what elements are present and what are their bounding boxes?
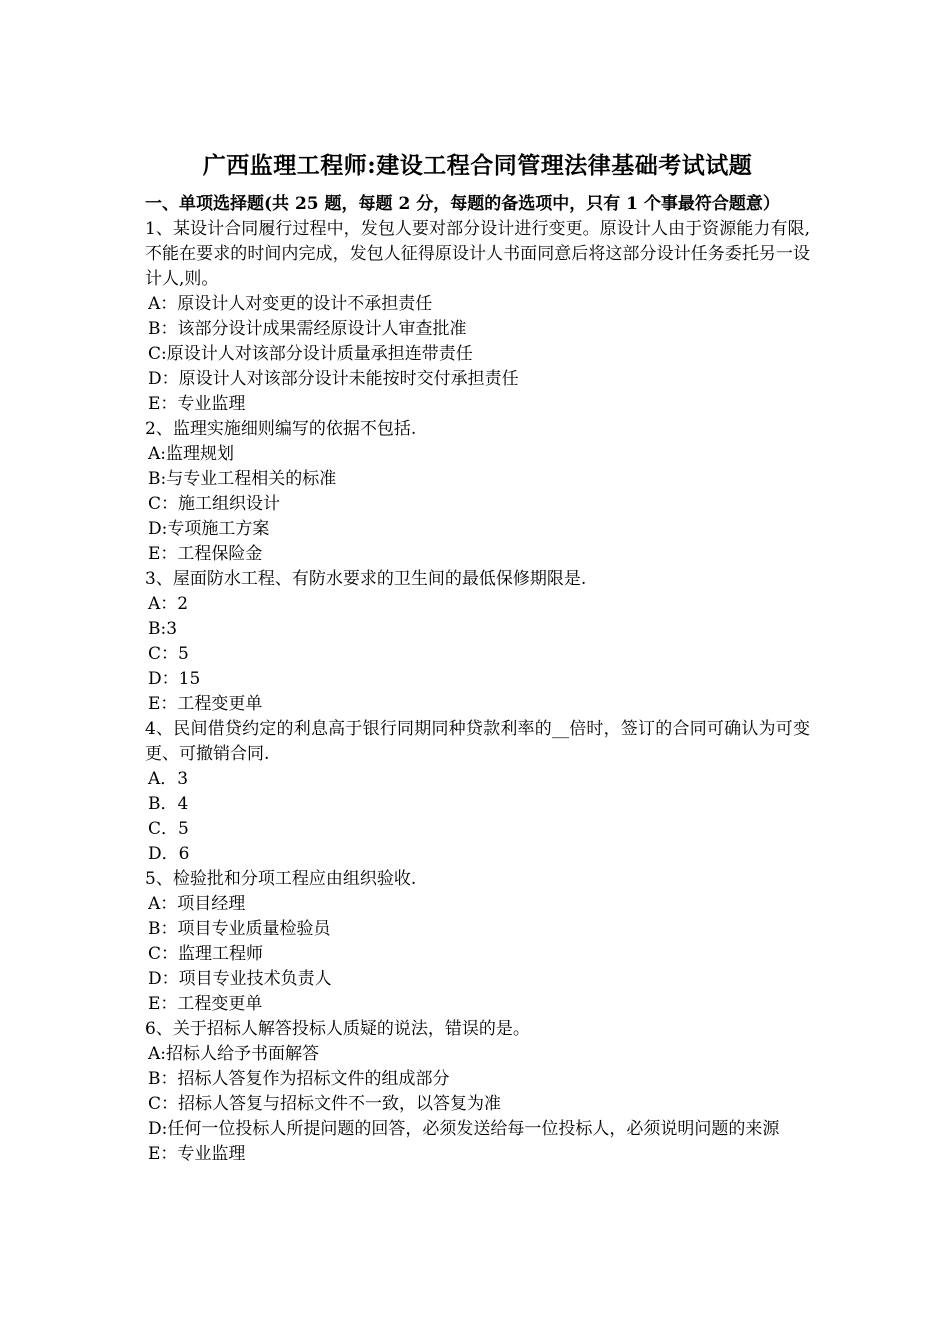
option-c: C：监理工程师 — [148, 944, 264, 964]
option-d: D．6 — [148, 844, 190, 864]
section-heading: 一、单项选择题(共 25 题，每题 2 分，每题的备选项中，只有 1 个事最符合题意） — [145, 194, 780, 214]
option-c: C:原设计人对该部分设计质量承担连带责任 — [148, 344, 473, 364]
option-e: E：工程变更单 — [148, 994, 263, 1014]
option-c: C：招标人答复与招标文件不一致，以答复为准 — [148, 1094, 502, 1114]
option-e: E：工程变更单 — [148, 694, 263, 714]
option-b: B:与专业工程相关的标准 — [148, 469, 337, 489]
option-list — [145, 767, 810, 867]
question-text: 6、关于招标人解答投标人质疑的说法，错误的是。 — [145, 1019, 530, 1039]
option-b: B:3 — [148, 619, 178, 639]
question-text: 4、民间借贷约定的利息高于银行同期同种贷款利率的__倍时，签订的合同可确认为可变更、可撤销合同. — [145, 719, 810, 764]
option-c: C．5 — [148, 819, 189, 839]
question-text: 1、某设计合同履行过程中，发包人要对部分设计进行变更。原设计人由于资源能力有限,不能在要求的时间内完成，发包人征得原设计人书面同意后将这部分设计任务委托另一设计人,则。 — [145, 219, 810, 289]
option-d: D：项目专业技术负责人 — [148, 969, 332, 989]
document-page — [145, 150, 810, 1167]
option-e: E：工程保险金 — [148, 544, 263, 564]
option-a: A．3 — [148, 769, 189, 789]
question-2 — [145, 417, 810, 567]
option-a: A：项目经理 — [148, 894, 246, 914]
document-title: 广西监理工程师:建设工程合同管理法律基础考试试题 — [202, 152, 753, 179]
option-b: B：该部分设计成果需经原设计人审查批准 — [148, 319, 467, 339]
option-a: A：2 — [148, 594, 189, 614]
option-e: E：专业监理 — [148, 1144, 246, 1164]
option-c: C：施工组织设计 — [148, 494, 281, 514]
option-d: D:专项施工方案 — [148, 519, 270, 539]
option-b: B：项目专业质量检验员 — [148, 919, 331, 939]
question-1 — [145, 217, 810, 417]
question-4 — [145, 717, 810, 867]
option-d: D:任何一位投标人所提问题的回答，必须发送给每一位投标人，必须说明问题的来源 — [148, 1119, 780, 1139]
option-list — [145, 592, 810, 717]
question-3 — [145, 567, 810, 717]
question-5 — [145, 867, 810, 1017]
option-b: B．4 — [148, 794, 189, 814]
option-list — [145, 442, 810, 567]
question-text: 5、检验批和分项工程应由组织验收. — [145, 869, 417, 889]
option-d: D：15 — [148, 669, 201, 689]
option-e: E：专业监理 — [148, 394, 246, 414]
option-a: A:招标人给予书面解答 — [148, 1044, 320, 1064]
option-list — [145, 892, 810, 1017]
question-text: 2、监理实施细则编写的依据不包括. — [145, 419, 417, 439]
option-a: A：原设计人对变更的设计不承担责任 — [148, 294, 433, 314]
question-6 — [145, 1017, 810, 1167]
option-list — [145, 292, 810, 417]
option-b: B：招标人答复作为招标文件的组成部分 — [148, 1069, 450, 1089]
option-d: D：原设计人对该部分设计未能按时交付承担责任 — [148, 369, 519, 389]
option-c: C：5 — [148, 644, 189, 664]
option-list — [145, 1042, 810, 1167]
option-a: A:监理规划 — [148, 444, 235, 464]
question-text: 3、屋面防水工程、有防水要求的卫生间的最低保修期限是. — [145, 569, 587, 589]
